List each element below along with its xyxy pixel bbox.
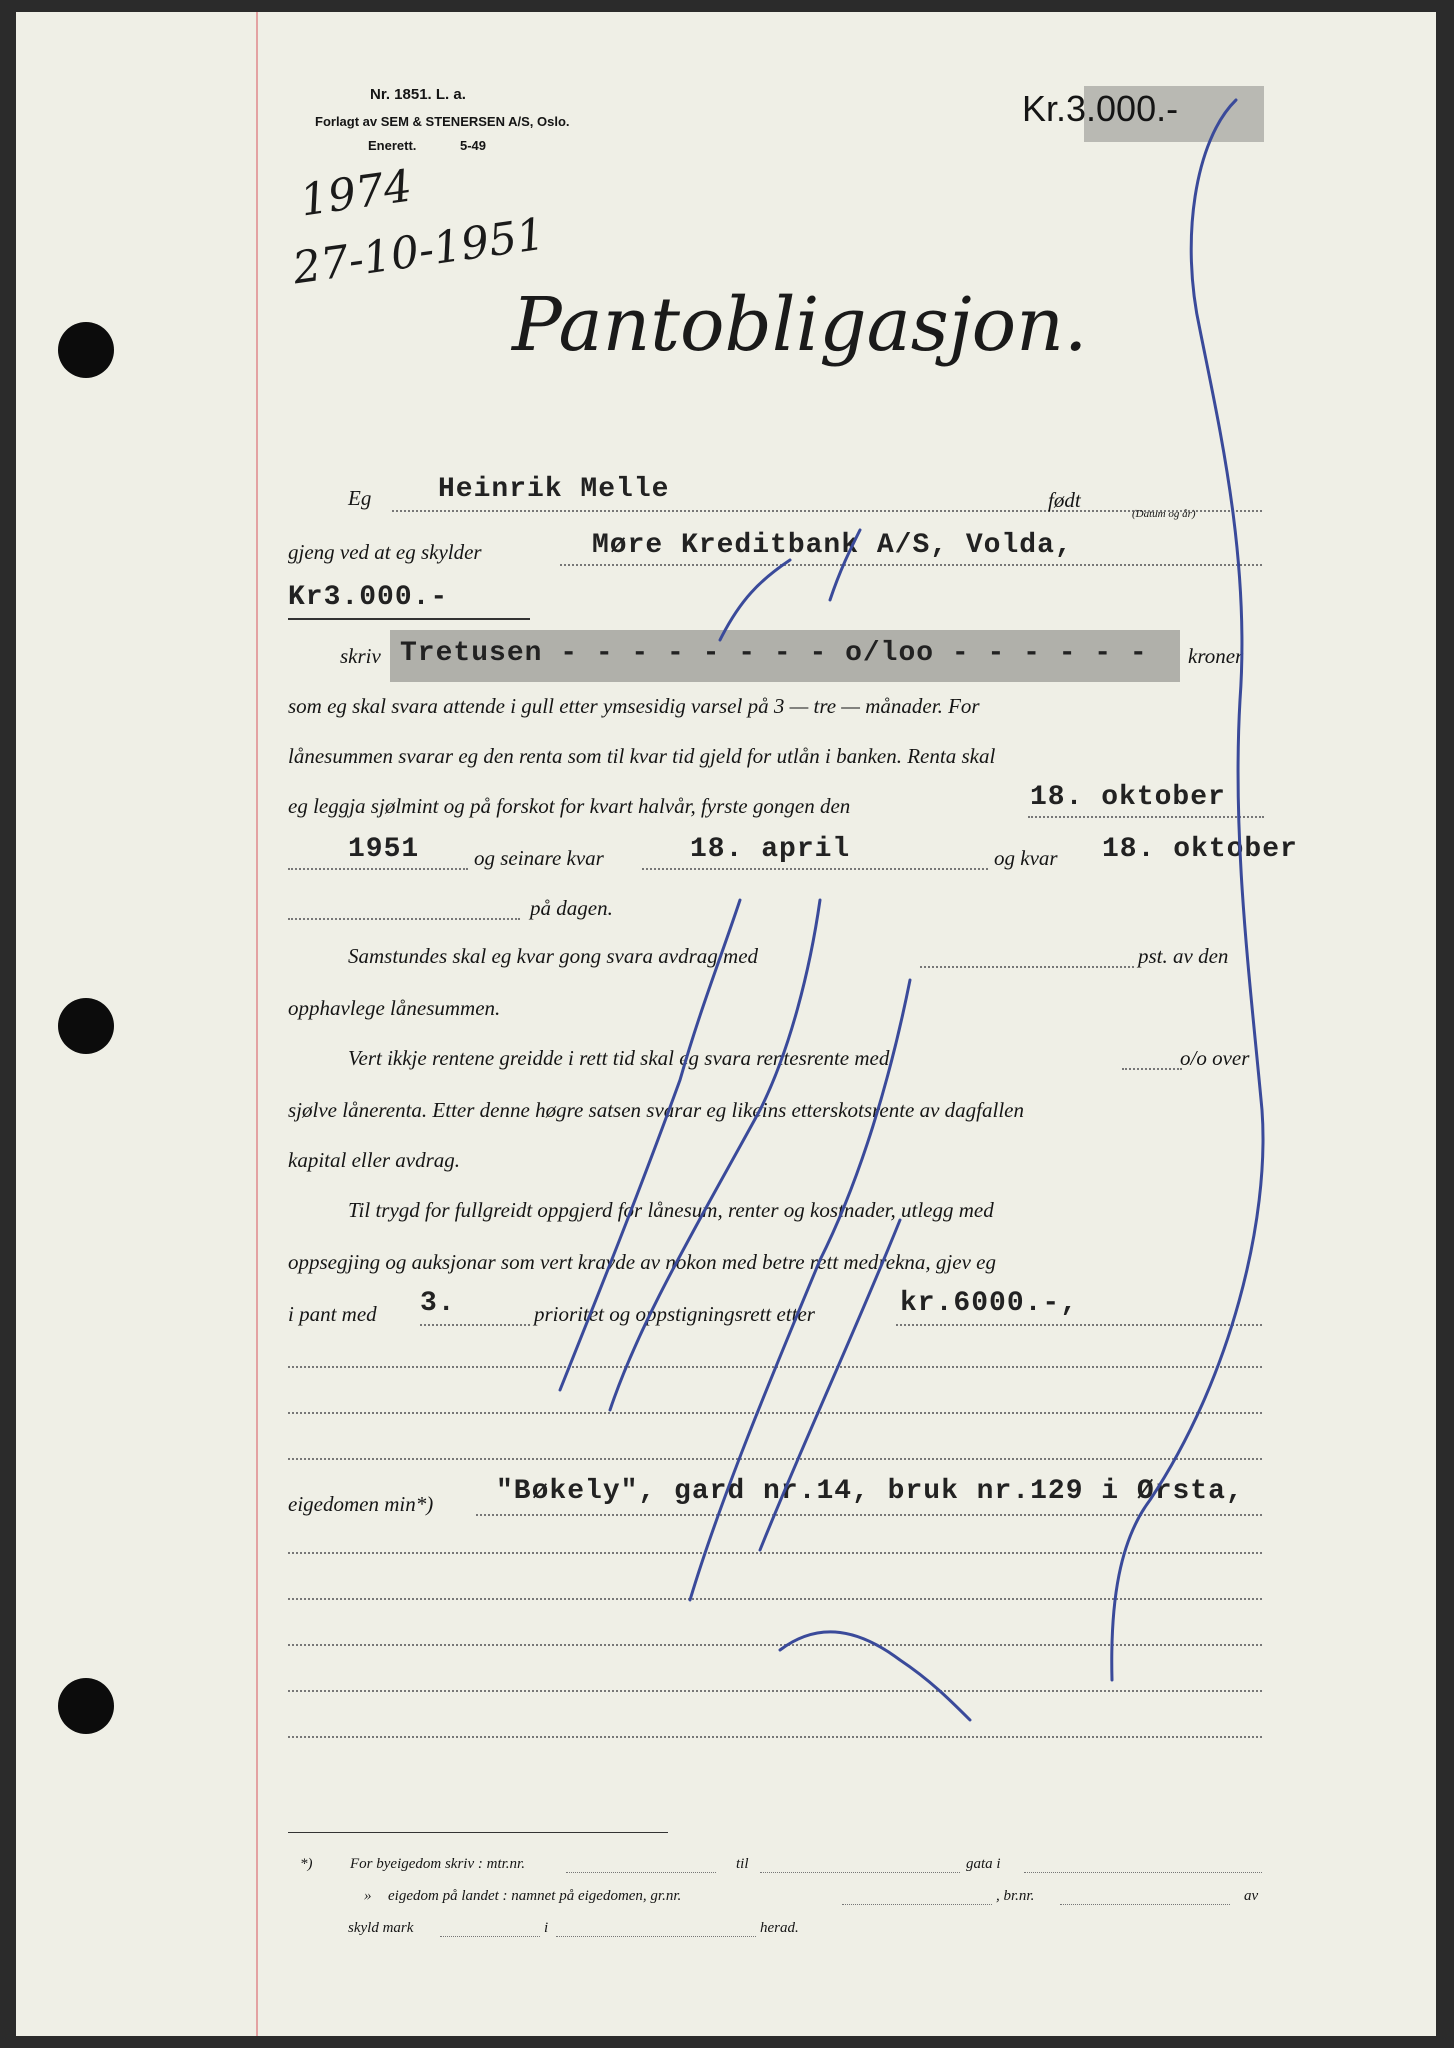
footnote-star: *)	[300, 1856, 313, 1872]
text-line: sjølve lånerenta. Etter denne høgre satsen svarar eg likeins etterskotsrente av dagfallen	[288, 1098, 1025, 1122]
text-line: o/o over	[1180, 1046, 1250, 1070]
footnote-text: til	[736, 1856, 749, 1872]
priority: 3.	[420, 1288, 456, 1319]
footnote-text: herad.	[760, 1920, 799, 1936]
text-line: oppsegjing og auksjonar som vert kravde av nokon med betre rett medrekna, gjev eg	[288, 1250, 996, 1274]
cancellation-stroke	[1112, 100, 1263, 1680]
form-number: Nr. 1851. L. a.	[370, 86, 466, 103]
text-line: prioritet og oppstigningsrett etter	[534, 1302, 815, 1326]
footnote-text: av	[1244, 1888, 1259, 1904]
text-line: i pant med	[288, 1302, 377, 1326]
footnote-text: gata i	[966, 1856, 1001, 1872]
creditor: Møre Kreditbank A/S, Volda,	[592, 530, 1073, 561]
second-date: 18. april	[690, 834, 851, 865]
first-interest-date: 18. oktober	[1030, 782, 1226, 813]
property: "Bøkely", gard nr.14, bruk nr.129 i Ørsta,	[496, 1476, 1244, 1507]
registration-number: 1974	[296, 160, 415, 227]
text-line: Vert ikkje rentene greidde i rett tid skal eg svara rentesrente med	[348, 1046, 890, 1070]
first-year: 1951	[348, 834, 420, 865]
debtor-name: Heinrik Melle	[438, 474, 670, 505]
edition: 5-49	[460, 138, 487, 153]
text-line: opphavlege lånesummen.	[288, 996, 501, 1020]
text-line: Til trygd for fullgreidt oppgjerd for lånesum, renter og kostnader, utlegg med	[348, 1198, 994, 1222]
label-owe: gjeng ved at eg skylder	[288, 540, 482, 564]
third-date: 18. oktober	[1102, 834, 1298, 865]
text-line: kapital eller avdrag.	[288, 1148, 461, 1172]
publisher: Forlagt av SEM & STENERSEN A/S, Oslo.	[315, 114, 570, 129]
footnote-text: , br.nr.	[996, 1888, 1035, 1904]
text-line: som eg skal svara attende i gull etter ymsesidig varsel på 3 — tre — månader. For	[288, 694, 980, 718]
footnote-text: For byeigedom skriv : mtr.nr.	[350, 1856, 525, 1872]
footnote-text: eigedom på landet : namnet på eigedomen, gr.nr.	[388, 1888, 682, 1904]
rights: Enerett.	[368, 138, 417, 153]
label-skriv: skriv	[340, 644, 381, 668]
footnote-mark: »	[364, 1888, 372, 1904]
footnote-text: i	[544, 1920, 549, 1936]
text-line: på dagen.	[530, 896, 613, 920]
amount-box-text: Kr.3.000.-	[1022, 88, 1179, 129]
text-line: og kvar	[994, 846, 1058, 870]
text-line: og seinare kvar	[474, 846, 604, 870]
document-title: Pantobligasjon.	[512, 282, 1088, 368]
property-label: eigedomen min*)	[288, 1492, 434, 1516]
footnote-text: skyld mark	[348, 1920, 414, 1936]
label-kroner: kroner	[1188, 644, 1244, 668]
text-line: pst. av den	[1138, 944, 1229, 968]
label-born: født	[1048, 488, 1081, 512]
text-line: Samstundes skal eg kvar gong svara avdrag med	[348, 944, 759, 968]
registration-date: 27-10-1951	[289, 208, 549, 295]
amount-in-words: Tretusen - - - - - - - - o/loo - - - - - -	[400, 638, 1148, 669]
born-note: (Datum og år)	[1132, 508, 1196, 520]
text-line: eg leggja sjølmint og på forskot for kvart halvår, fyrste gongen den	[288, 794, 851, 818]
label-eg: Eg	[348, 486, 372, 510]
prior-amount: kr.6000.-,	[900, 1288, 1079, 1319]
text-line: lånesummen svarar eg den renta som til kvar tid gjeld for utlån i banken. Renta skal	[288, 744, 996, 768]
cancellation-scribble	[560, 530, 970, 1720]
amount-line: Kr3.000.-	[288, 582, 449, 613]
